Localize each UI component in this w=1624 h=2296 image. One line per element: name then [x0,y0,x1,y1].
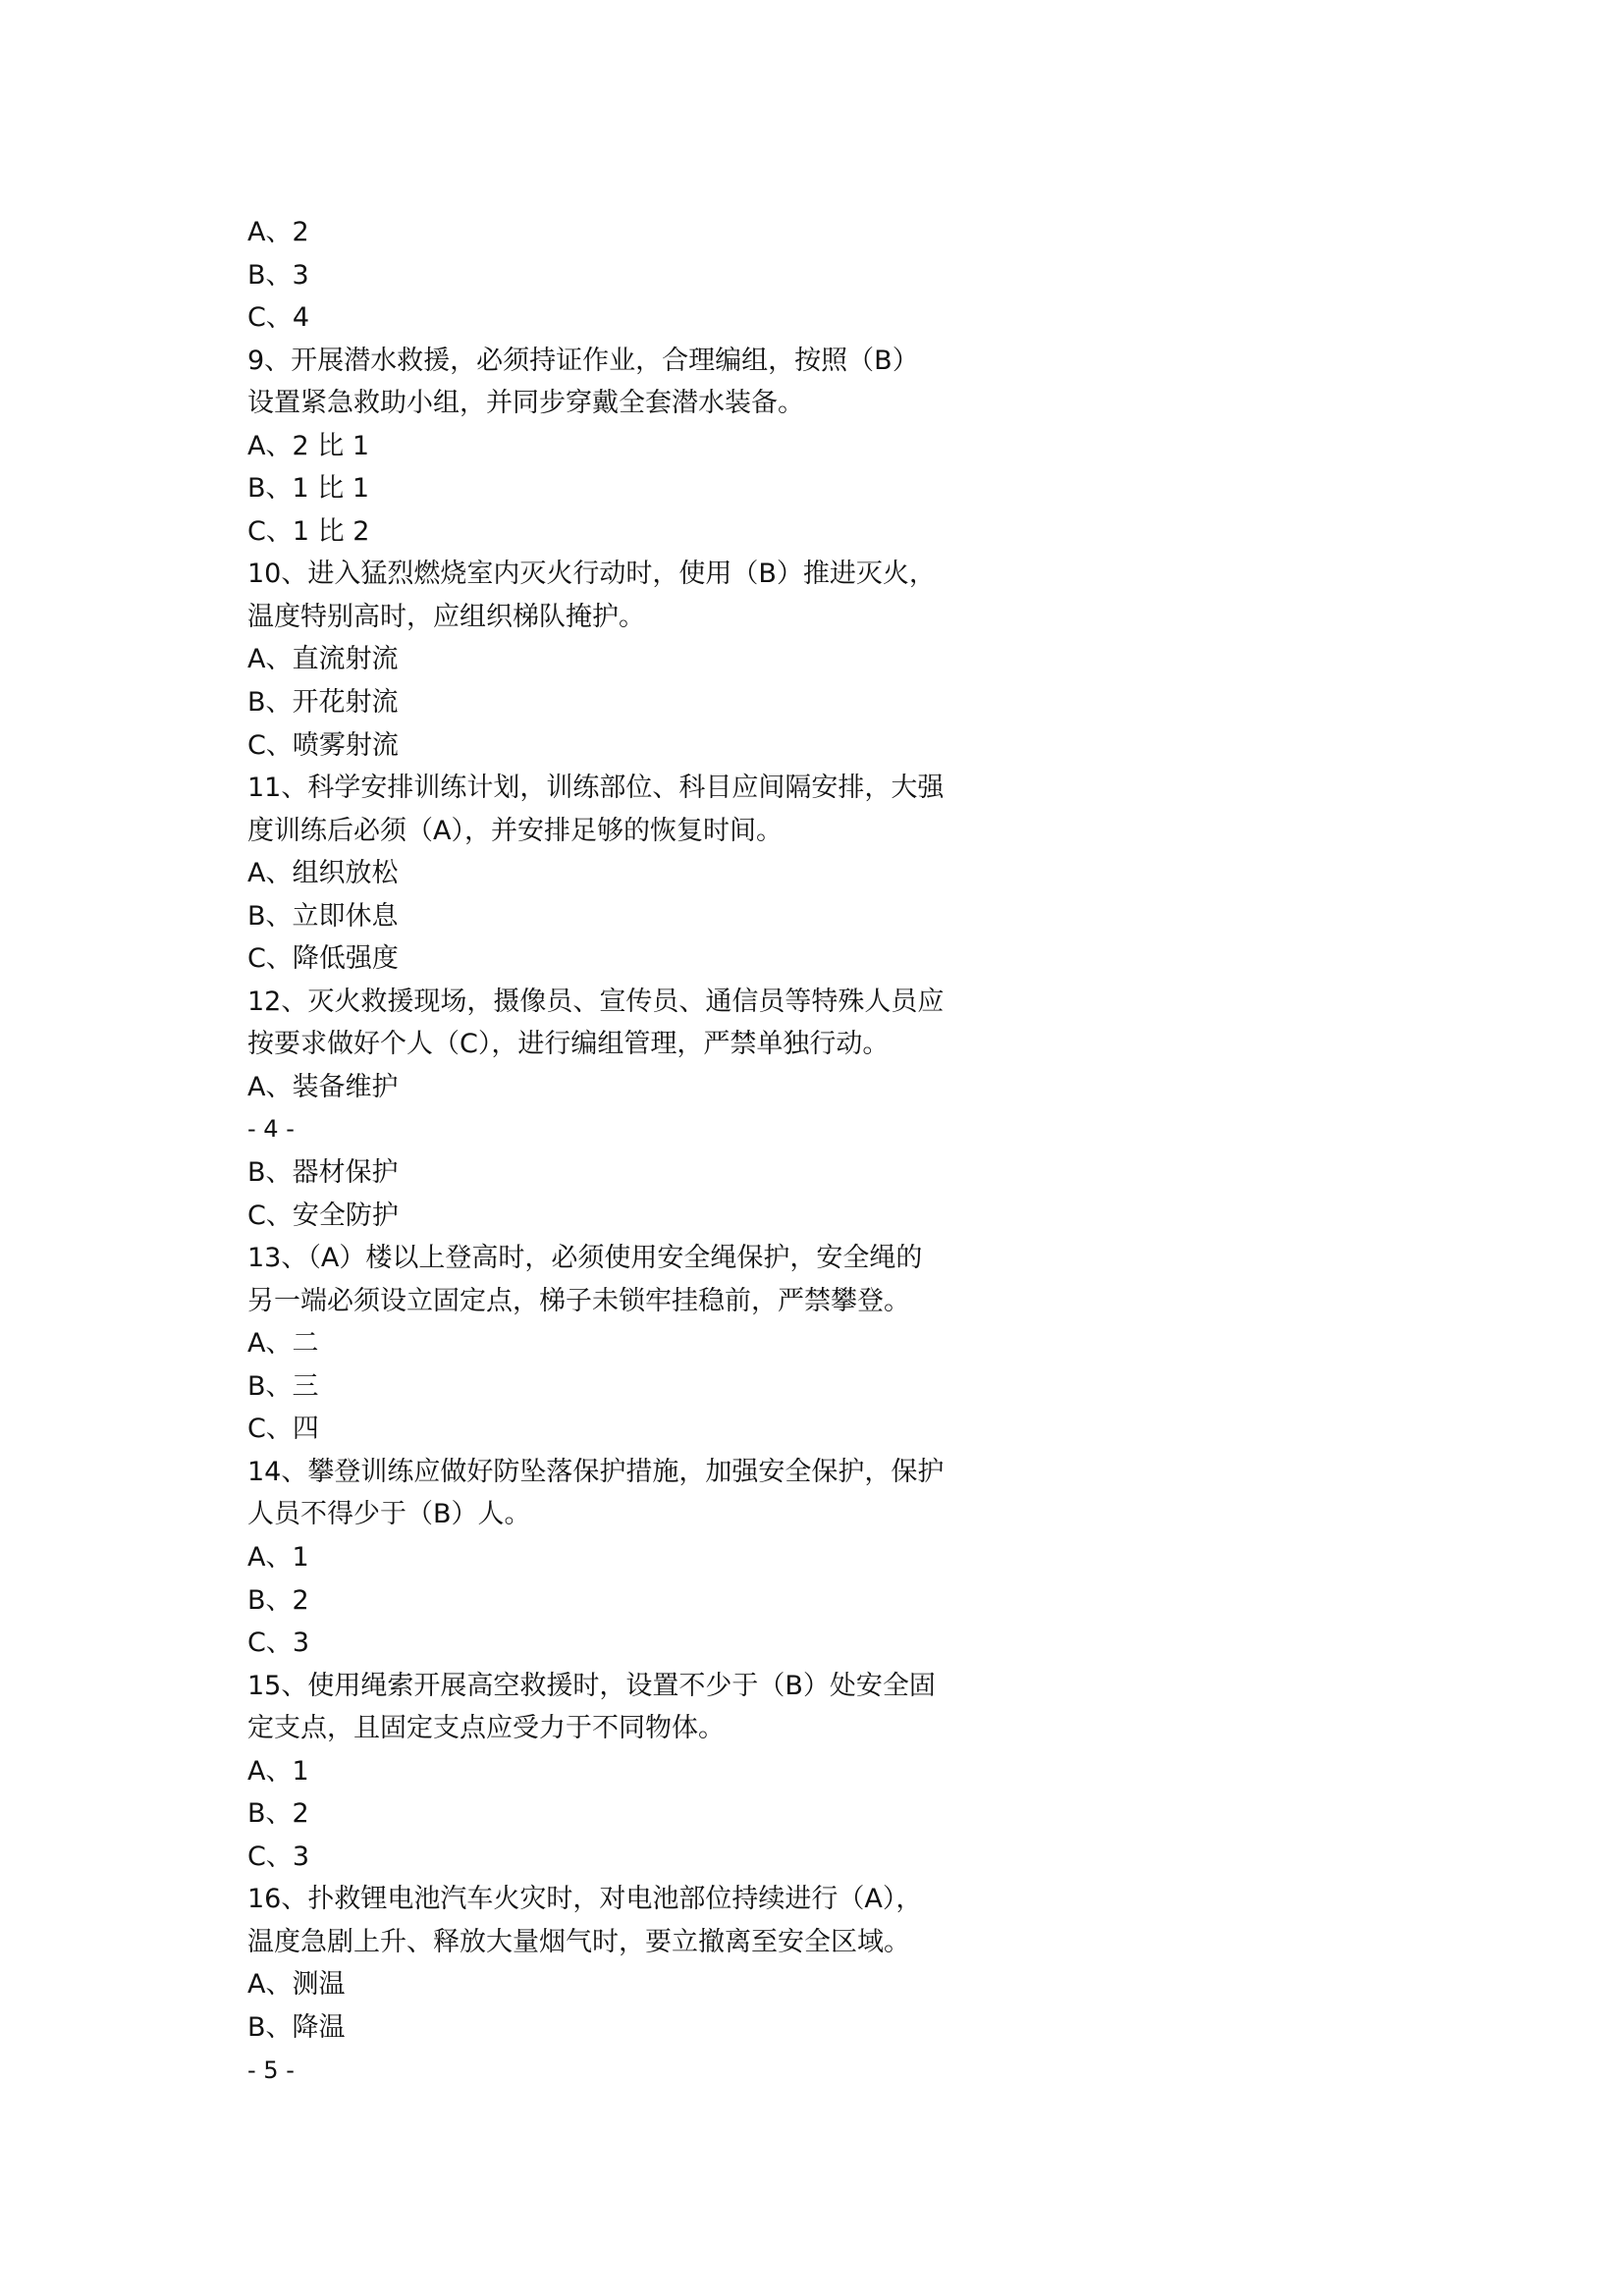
question-text: 按要求做好个人（C），进行编组管理，严禁单独行动。 [247,1029,890,1060]
answer-option: C、降低强度 [247,943,399,975]
question-text: 16、扑救锂电池汽车火灾时，对电池部位持续进行（A）， [247,1884,923,1915]
answer-option: C、1 比 2 [247,515,370,547]
question-text: 14、攀登训练应做好防坠落保护措施，加强安全保护，保护 [247,1456,945,1487]
answer-option: A、测温 [247,1969,346,2001]
question-text: 15、使用绳索开展高空救援时，设置不少于（B）处安全固 [247,1670,936,1701]
question-text: 另一端必须设立固定点，梯子未锁牢挂稳前，严禁攀登。 [247,1285,910,1316]
answer-option: C、四 [247,1414,319,1445]
answer-option: C、3 [247,1841,310,1872]
answer-option: C、4 [247,302,310,334]
answer-option: B、3 [247,259,309,291]
answer-option: A、2 [247,217,309,247]
question-text: 设置紧急救助小组，并同步穿戴全套潜水装备。 [247,388,804,419]
answer-option: A、装备维护 [247,1071,399,1102]
answer-option: A、2 比 1 [247,430,369,461]
question-text: 度训练后必须（A），并安排足够的恢复时间。 [247,815,783,846]
answer-option: B、器材保护 [247,1157,399,1189]
question-text: 13、（A）楼以上登高时，必须使用安全绳保护，安全绳的 [247,1243,923,1274]
question-text: 11、科学安排训练计划，训练部位、科目应间隔安排，大强 [247,773,945,804]
answer-option: A、1 [247,1755,309,1787]
answer-option: B、2 [247,1798,309,1830]
question-text: 10、进入猛烈燃烧室内灭火行动时，使用（B）推进灭火， [247,559,936,590]
question-text: 定支点，且固定支点应受力于不同物体。 [247,1713,725,1744]
answer-option: C、喷雾射流 [247,729,399,761]
answer-option: C、安全防护 [247,1200,399,1231]
page-number: - 4 - [247,1115,295,1144]
answer-option: C、3 [247,1628,310,1659]
document-page [247,211,1377,2092]
answer-option: B、降温 [247,2011,346,2043]
answer-option: B、立即休息 [247,900,399,932]
question-text: 12、灭火救援现场，摄像员、宣传员、通信员等特殊人员应 [247,986,945,1017]
answer-option: A、直流射流 [247,644,399,675]
answer-option: B、1 比 1 [247,473,370,505]
question-text: 人员不得少于（B）人。 [247,1499,531,1530]
answer-option: B、开花射流 [247,687,399,719]
question-text: 温度特别高时，应组织梯队掩护。 [247,601,645,632]
answer-option: B、2 [247,1584,309,1616]
question-text: 温度急剧上升、释放大量烟气时，要立撤离至安全区域。 [247,1926,910,1957]
answer-option: A、1 [247,1541,309,1573]
page-number: - 5 - [247,2056,295,2084]
question-text: 9、开展潜水救援，必须持证作业，合理编组，按照（B） [247,345,919,376]
answer-option: A、二 [247,1328,319,1360]
answer-option: A、组织放松 [247,858,399,889]
answer-option: B、三 [247,1370,319,1402]
